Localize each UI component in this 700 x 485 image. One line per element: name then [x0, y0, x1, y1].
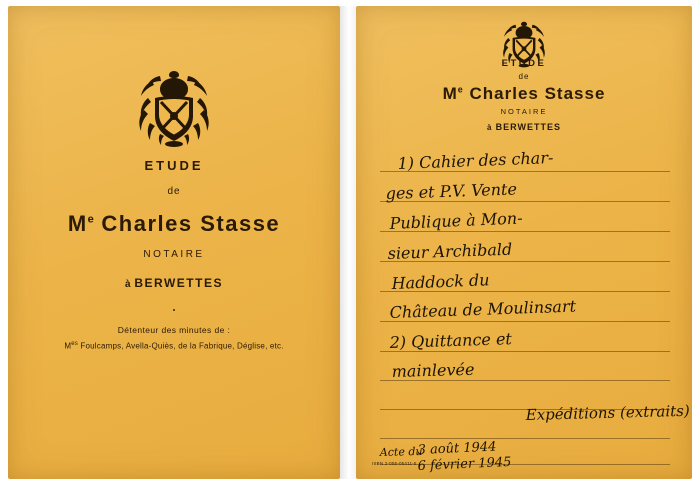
handwritten-line: ges et P.V. Vente	[385, 179, 518, 203]
handwritten-acte-label: Acte du	[379, 444, 423, 459]
rule-line	[380, 321, 670, 322]
name-prefix-left: M	[67, 211, 88, 236]
rule-line	[380, 351, 670, 352]
notary-city-right	[356, 122, 692, 132]
notary-role-right: NOTAIRE	[500, 107, 548, 116]
de-label-right: de	[518, 72, 530, 81]
notary-city-left	[8, 276, 340, 290]
notary-name-right	[356, 84, 692, 104]
coat-of-arms-crest-icon	[130, 68, 218, 148]
handwritten-line: 2) Quittance et	[389, 329, 513, 352]
page-right-cover	[356, 6, 692, 479]
city-text-left: BERWETTES	[134, 276, 223, 290]
de-label-left: de	[167, 186, 181, 197]
rule-line	[380, 438, 670, 439]
etude-label-right: ETUDE	[501, 58, 547, 69]
spine-shadow	[340, 6, 356, 479]
city-text-right: BERWETTES	[495, 122, 561, 132]
name-prefix-right: M	[442, 84, 458, 103]
crest-left-wrap	[8, 68, 340, 148]
handwritten-line: sieur Archibald	[387, 239, 513, 263]
handwritten-date-first: 3 août 1944	[417, 439, 497, 458]
notary-name-left	[8, 211, 340, 237]
isbn-text: ISBN 2-055-05411-5	[372, 461, 417, 466]
name-superscript-left: e	[87, 213, 94, 226]
rule-line	[380, 380, 670, 381]
city-prefix-right: à	[486, 123, 496, 132]
holder-list	[8, 341, 340, 351]
handwritten-line: 1) Cahier des char-	[397, 148, 554, 173]
handwritten-line: Haddock du	[391, 270, 490, 293]
holder-label: Détenteur des minutes de :	[117, 325, 231, 335]
holder-list-superscript: es	[71, 341, 78, 347]
page-left-cover	[8, 6, 340, 479]
handwritten-line: mainlevée	[391, 359, 475, 381]
holder-list-prefix: M	[64, 341, 72, 351]
holder-list-text: Foulcamps, Avella-Quiès, de la Fabrique, Déglise, etc.	[80, 341, 284, 351]
handwritten-line: Château de Moulinsart	[389, 296, 577, 322]
handwritten-line: Publique à Mon-	[389, 208, 523, 233]
notary-role-left: NOTAIRE	[143, 249, 205, 260]
city-prefix-left: à	[125, 279, 135, 290]
decorative-dot	[173, 309, 175, 311]
etude-label-left: ETUDE	[144, 158, 204, 173]
name-text-left: Charles Stasse	[101, 211, 281, 236]
name-text-right: Charles Stasse	[469, 84, 606, 103]
handwritten-date-second: 6 février 1945	[417, 454, 512, 474]
handwritten-line: Expéditions (extraits)	[525, 401, 690, 424]
name-superscript-right: e	[457, 84, 464, 95]
